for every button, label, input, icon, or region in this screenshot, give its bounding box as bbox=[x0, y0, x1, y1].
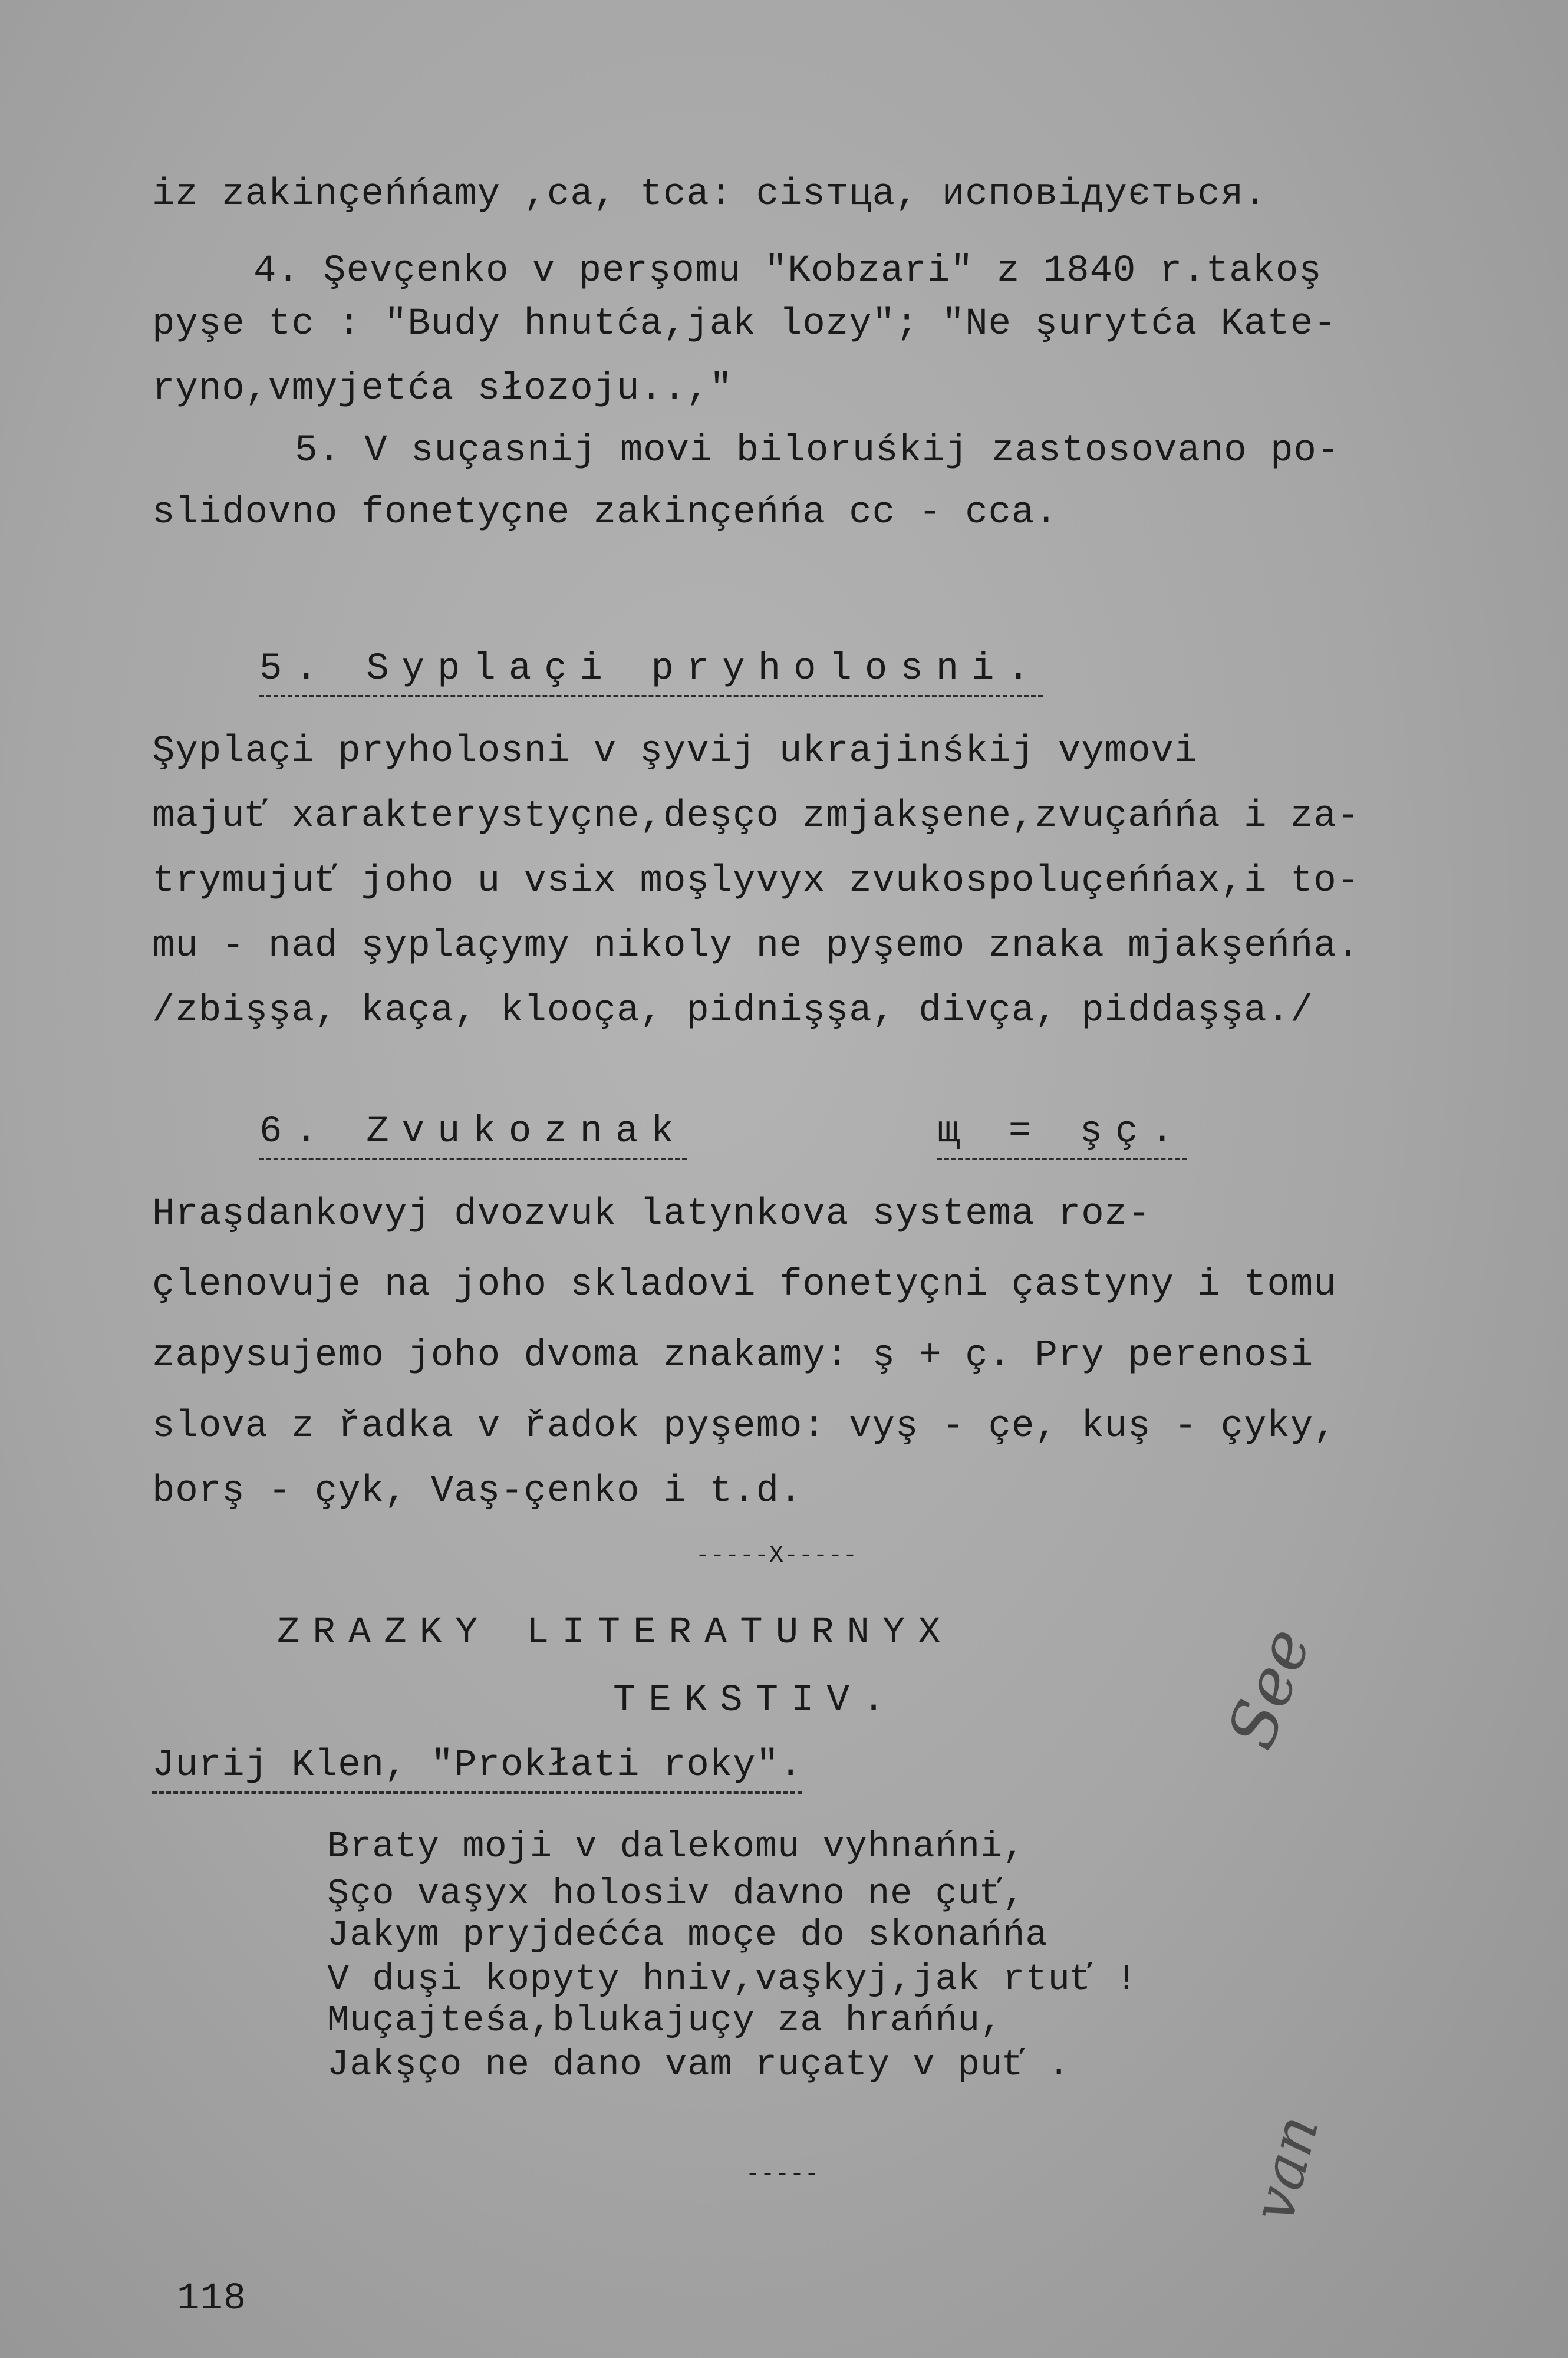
end-mark: ----- bbox=[746, 2162, 820, 2188]
text-line: majuť xarakterystyçne,deşço zmjakşene,zvuçańńa i za- bbox=[152, 795, 1361, 838]
text-line: borş - çyk, Vaş-çenko i t.d. bbox=[152, 1470, 803, 1513]
text-line: 5. V suçasnij movi biloruśkij zastosovano po- bbox=[295, 430, 1340, 472]
separator: -----X----- bbox=[696, 1543, 858, 1569]
text-line: zapysujemo joho dvoma znakamy: ş + ç. Pry perenosi bbox=[152, 1335, 1314, 1377]
poem-line: Şço vaşyx holosiv davno ne çuť, bbox=[327, 1873, 1026, 1915]
poem-line: Jakşço ne dano vam ruçaty v puť . bbox=[327, 2044, 1070, 2086]
text-line: /zbişşa, kaça, klooça, pidnişşa, divça, piddaşşa./ bbox=[152, 990, 1314, 1032]
margin-handwriting: See bbox=[1213, 1618, 1326, 1758]
text-line: ryno,vmyjetća słozoju..," bbox=[152, 368, 733, 410]
samples-title: ZRAZKY LITERATURNYX bbox=[277, 1612, 954, 1654]
poem-line: Jakym pryjdećća moçe do skonańńa bbox=[327, 1914, 1048, 1956]
text-line: trymujuť joho u vsix moşlyvyx zvukospoluçeńńax,i to- bbox=[152, 860, 1361, 903]
section-heading: 6. Zvukoznak bbox=[259, 1108, 687, 1160]
text-line: iz zakinçeńńamy ,ca, tca: cisтца, исповідується. bbox=[152, 173, 1267, 216]
text-line: pyşe tc : "Budy hnutća,jak lozy"; "Ne şurytća Kate- bbox=[152, 303, 1337, 345]
section-heading-formula: щ = şç. bbox=[937, 1108, 1187, 1160]
text-line: mu - nad şyplaçymy nikoly ne pyşemo znaka mjakşeńńa. bbox=[152, 925, 1361, 967]
section-heading: 5. Syplaçi pryholosni. bbox=[259, 646, 1043, 697]
text-line: slidovno fonetyçne zakinçeńńa cc - cca. bbox=[152, 492, 1058, 534]
text-line: 4. Şevçenko v perşomu "Kobzari" z 1840 r.takoş bbox=[253, 250, 1322, 292]
text-line: çlenovuje na joho skladovi fonetyçni çastyny i tomu bbox=[152, 1264, 1337, 1306]
margin-handwriting: van bbox=[1238, 2108, 1333, 2229]
text-line: Şyplaçi pryholosni v şyvij ukrajinśkij vymovi bbox=[152, 730, 1198, 773]
poem-line: Muçajteśa,blukajuçy za hrańńu, bbox=[327, 2000, 1003, 2041]
samples-title: TEKSTIV. bbox=[613, 1679, 898, 1722]
poem-line: V duşi kopyty hniv,vaşkyj,jak rtuť ! bbox=[327, 1958, 1138, 2000]
author-line: Jurij Klen, "Prokłati roky". bbox=[152, 1742, 802, 1794]
text-line: slova z řadka v řadok pyşemo: vyş - çe, kuş - çyky, bbox=[152, 1405, 1337, 1448]
page-number: 118 bbox=[177, 2278, 247, 2320]
text-line: Hraşdankovyj dvozvuk latynkova systema roz- bbox=[152, 1193, 1151, 1236]
poem-line: Braty moji v dalekomu vyhnańni, bbox=[327, 1826, 1026, 1868]
